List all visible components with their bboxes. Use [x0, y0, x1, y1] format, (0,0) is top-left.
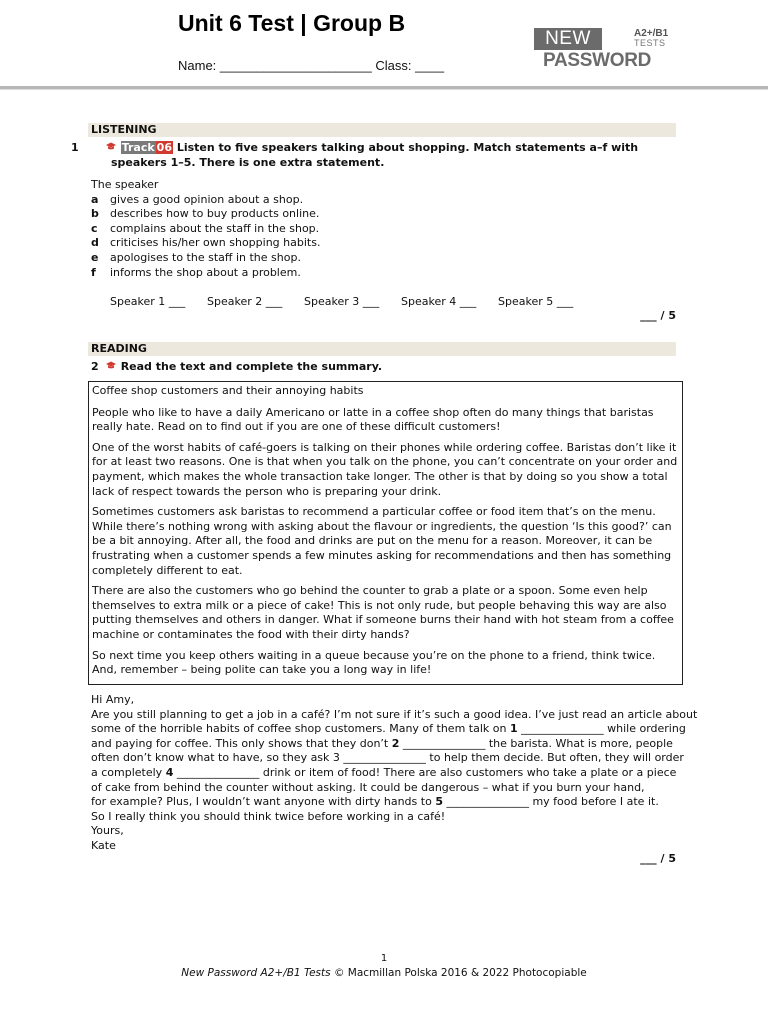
instruction-text: Read the text and complete the summary.: [120, 360, 383, 373]
section-bar-reading: READING: [88, 342, 676, 356]
question-number: 2: [91, 360, 99, 373]
letter-greeting: Hi Amy,: [91, 693, 135, 706]
option-letter: f: [91, 265, 96, 279]
name-label: Name:: [178, 58, 217, 73]
footer-copyright: [0, 966, 768, 981]
logo-level: A2+/B1: [634, 28, 669, 39]
speaker-3-answer[interactable]: Speaker 3 ___: [304, 295, 380, 308]
letter-line: [91, 781, 681, 796]
name-field[interactable]: _____________________: [219, 58, 372, 73]
gap-number: 5: [435, 795, 443, 809]
reading-instruction: [91, 360, 676, 375]
audio-headphones-icon: [105, 142, 117, 150]
gap-field[interactable]: _______________ while ordering: [517, 722, 686, 736]
publication-title: New Password A2+/B1 Tests: [181, 967, 331, 979]
gap-number: 1: [509, 722, 518, 736]
listening-score[interactable]: ___ / 5: [640, 309, 676, 322]
listening-options: [91, 178, 671, 280]
copyright-text: © Macmillan Polska 2016 & 2022 Photocopiable: [333, 967, 587, 979]
option-letter: b: [91, 207, 99, 221]
speaker-2-answer[interactable]: Speaker 2 ___: [207, 295, 283, 308]
option-text: apologises to the staff in the shop.: [110, 250, 301, 264]
article-paragraph: So next time you keep others waiting in a queue because you’re on the phone to a friend, think twice. And, remember – being polite can take you a long way in life!: [92, 648, 656, 677]
option-item: [91, 251, 671, 266]
letter-text: some of the horrible habits of coffee shop customers. Many of them talk on: [91, 722, 510, 736]
class-label: Class:: [375, 58, 412, 73]
letter-line: [91, 766, 681, 781]
gap-field[interactable]: _______________ my food before I ate it.: [442, 795, 659, 809]
gap-number: 4: [165, 765, 174, 779]
logo-tests: TESTS: [634, 38, 666, 48]
article-paragraph: There are also the customers who go behind the counter to grab a plate or a spoon. Some even help themselves to extra milk or a piece of cake! This is not only rude, but people behaving this way are also putting themselves and others in danger. What if someone burns their hand with hot steam from a coffee machine or contaminates the food with their dirty hands?: [92, 584, 674, 641]
article-box: [88, 381, 683, 685]
test-title: Unit 6 Test | Group B: [178, 10, 406, 36]
logo-new: NEW: [534, 28, 602, 50]
article-paragraph: One of the worst habits of café-goers is talking on their phones while ordering coffee. Baristas don’t like it for at least two reasons. One is that when you talk on the phone, you can’t concentrate on your order and payment, which makes the whole transaction take longer. The other is that by doing so you show a total lack of respect towards the person who is preparing your drink.: [92, 440, 678, 498]
article-paragraph: People who like to have a daily Americano or latte in a coffee shop often do many things that baristas really hate. Read on to find out if you are one of these difficult customers!: [92, 405, 654, 434]
logo-password: PASSWORD: [543, 50, 652, 71]
option-text: describes how to buy products online.: [110, 207, 320, 221]
option-letter: c: [91, 221, 98, 235]
speaker-1-answer[interactable]: Speaker 1 ___: [110, 295, 186, 308]
class-field[interactable]: ____: [415, 58, 445, 73]
letter-line: [91, 737, 681, 752]
speaker-5-answer[interactable]: Speaker 5 ___: [498, 295, 574, 308]
gap-number: 2: [391, 736, 400, 750]
listening-instruction: [71, 141, 696, 170]
section-bar-listening: LISTENING: [88, 123, 676, 137]
gap-field[interactable]: _______________ drink or item of food! There are also customers who take a plate or a piece: [173, 765, 677, 779]
option-item: [91, 222, 671, 237]
article-title: Coffee shop customers and their annoying habits: [92, 384, 364, 397]
letter-line: [91, 810, 681, 825]
option-text: criticises his/her own shopping habits.: [110, 236, 321, 250]
letter-line: [91, 751, 684, 766]
letter-text: Are you still planning to get a job in a café? I’m not sure if it’s such a good idea. I’ve just read an article about: [91, 707, 698, 721]
header-divider-shadow: [0, 89, 768, 90]
track-label[interactable]: Track: [121, 141, 155, 154]
track-number[interactable]: 06: [156, 141, 172, 154]
reading-cap-icon: [105, 361, 117, 369]
option-letter: a: [91, 192, 99, 206]
letter-text: for example? Plus, I wouldn’t want anyone with dirty hands to: [91, 795, 436, 809]
question-number: 1: [71, 141, 79, 154]
gap-field[interactable]: often don’t know what to have, so they ask 3 _______________ to help them decide. But often, they will order: [91, 751, 684, 765]
speaker-answers: [110, 295, 595, 310]
option-letter: e: [91, 250, 99, 264]
option-letter: d: [91, 236, 99, 250]
article-paragraph: Sometimes customers ask baristas to recommend a particular coffee or food item that’s on the menu. While there’s nothing wrong with asking about the flavour or ingredients, the question ‘Is this good?’ can be a bit annoying. After all, the food and drinks are put on the menu for a reason. Moreover, it can be frustrating when a customer spends a few minutes asking for recommendations and then has something completely different to eat.: [92, 505, 672, 577]
gap-field[interactable]: _______________ the barista. What is more, people: [399, 736, 673, 750]
option-text: complains about the staff in the shop.: [110, 221, 320, 235]
letter-line: [91, 707, 698, 723]
letter-closing: Yours,: [91, 824, 124, 838]
option-text: informs the shop about a problem.: [110, 265, 301, 279]
letter-text: of cake from behind the counter without asking. It could be dangerous – what if you burn your hand,: [91, 780, 645, 794]
letter-line: [91, 795, 681, 810]
letter-line: [91, 722, 686, 737]
option-text: gives a good opinion about a shop.: [110, 192, 304, 206]
reading-score[interactable]: ___ / 5: [640, 852, 676, 865]
letter-text: So I really think you should think twice before working in a café!: [91, 809, 446, 823]
name-class-line: [178, 58, 444, 73]
instruction-text: Listen to five speakers talking about shopping. Match statements a–f with speakers 1–5. There is one extra statement.: [111, 141, 639, 169]
option-item: [91, 266, 671, 281]
page-number: 1: [380, 953, 388, 964]
summary-letter: [91, 693, 698, 854]
option-item: [91, 236, 671, 251]
options-intro: The speaker: [91, 178, 159, 191]
option-item: [91, 193, 671, 208]
option-item: [91, 207, 671, 222]
letter-signature: Kate: [91, 838, 116, 852]
speaker-4-answer[interactable]: Speaker 4 ___: [401, 295, 477, 308]
letter-text: a completely: [91, 765, 166, 779]
letter-text: and paying for coffee. This only shows that they don’t: [91, 736, 392, 750]
